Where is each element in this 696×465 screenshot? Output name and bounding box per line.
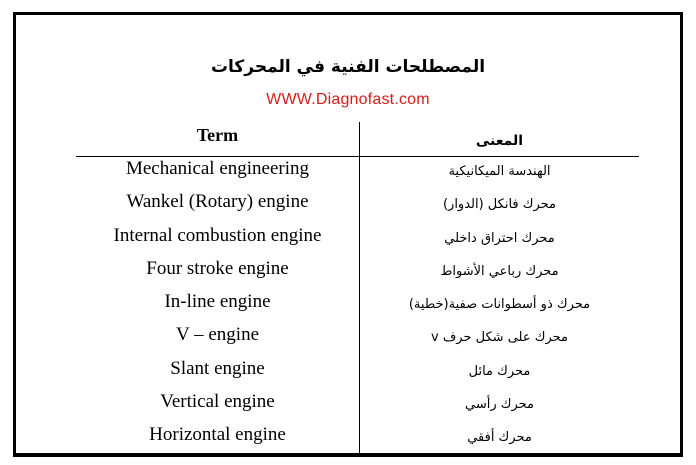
term-table	[16, 15, 680, 453]
term-cell: Vertical engine	[160, 391, 275, 412]
term-cell: Mechanical engineering	[125, 158, 310, 179]
meaning-cell: محرك رأسي	[465, 397, 534, 412]
table-row	[16, 258, 680, 290]
table-row	[16, 225, 680, 257]
term-cell: Four stroke engine	[146, 258, 289, 279]
meaning-cell: محرك احتراق داخلي	[444, 231, 555, 246]
term-cell: Slant engine	[170, 358, 265, 379]
document-frame	[13, 12, 683, 457]
table-row	[16, 391, 680, 423]
column-header-term: Term	[196, 125, 239, 145]
meaning-cell: محرك ذو أسطوانات صفية(خطية)	[408, 297, 591, 312]
website-watermark: WWW.Diagnofast.com	[266, 91, 430, 108]
meaning-cell: محرك أفقي	[467, 430, 532, 445]
table-row	[16, 424, 680, 456]
meaning-cell: محرك على شكل حرف v	[431, 330, 568, 345]
table-row	[16, 191, 680, 223]
term-cell: Wankel (Rotary) engine	[126, 191, 309, 212]
term-cell: Horizontal engine	[149, 424, 286, 445]
meaning-cell: محرك مائل	[468, 364, 531, 379]
term-cell: V – engine	[175, 324, 260, 345]
meaning-cell: محرك رباعي الأشواط	[440, 264, 559, 279]
column-header-meaning: المعنى	[475, 133, 524, 149]
meaning-cell: الهندسة الميكانيكية	[448, 164, 551, 179]
term-cell: In-line engine	[164, 291, 271, 312]
meaning-cell: محرك فانكل (الدوار)	[442, 197, 557, 212]
table-row	[16, 324, 680, 356]
table-row	[16, 291, 680, 323]
table-row	[16, 358, 680, 390]
document-title: المصطلحات الفنية في المحركات	[210, 57, 486, 77]
table-row	[16, 158, 680, 190]
term-cell: Internal combustion engine	[113, 225, 322, 246]
